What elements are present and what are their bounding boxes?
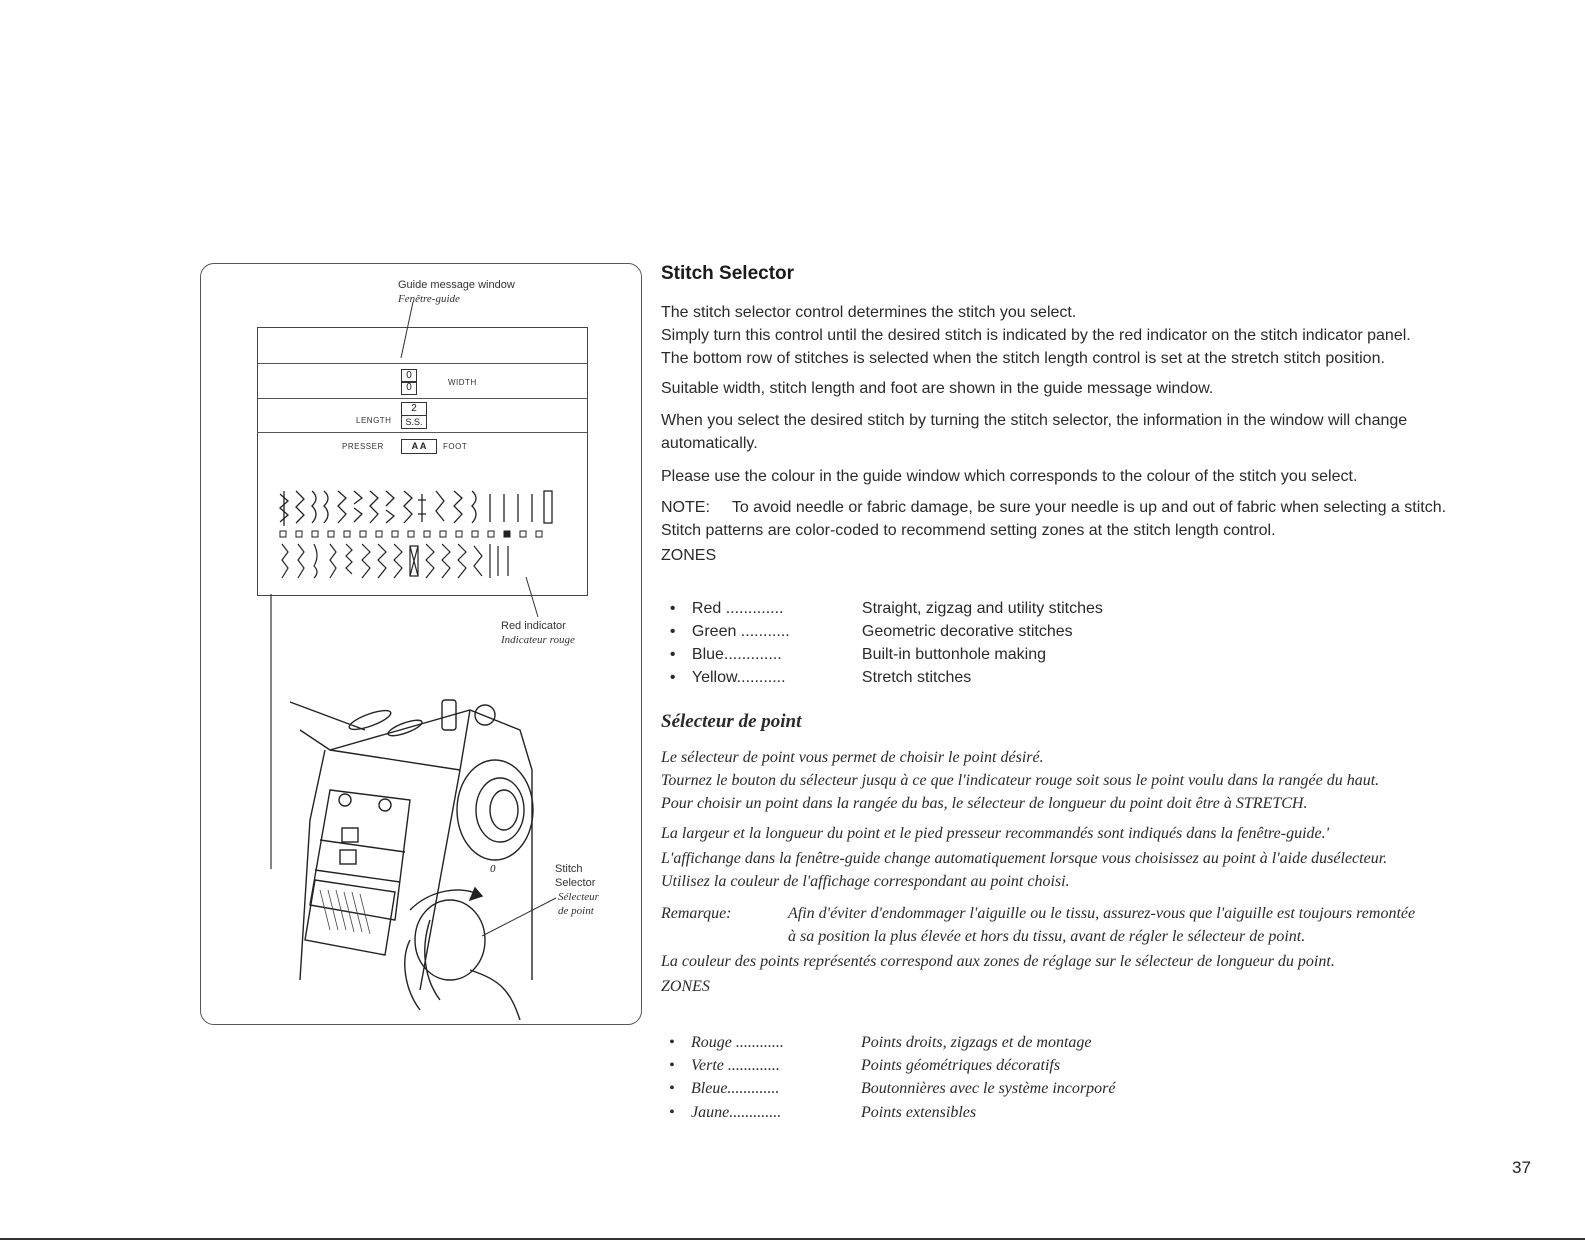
french-p4: La largeur et la longueur du point et le pied presseur recommandés sont indiqués dans la fenêtre-guide.' — [661, 825, 1330, 842]
stitch-selector-label-2: Selector — [555, 877, 596, 889]
stitch-selector-label-1: Stitch — [555, 863, 583, 875]
sewing-machine-illustration — [270, 690, 560, 1020]
guide-window-label-fr: Fenêtre-guide — [398, 293, 460, 305]
width-value-bottom: 0 — [401, 381, 417, 395]
stitch-selector-label-fr-2: de point — [558, 905, 594, 917]
english-p7: Stitch patterns are color-coded to recommend setting zones at the stitch length control. — [661, 522, 1276, 539]
french-zones-heading: ZONES — [661, 978, 710, 995]
width-label: WIDTH — [448, 378, 477, 387]
english-zone-green: • Green ........... Geometric decorative stitches — [669, 623, 1073, 640]
english-note: NOTE: To avoid needle or fabric damage, be sure your needle is up and out of fabric when selecting a stitch. — [661, 499, 1447, 516]
foot-label: FOOT — [443, 442, 468, 451]
english-title: Stitch Selector — [661, 263, 795, 284]
french-zone-verte: • Verte ............. Points géométriques décoratifs — [669, 1057, 1061, 1074]
leader-line-guide — [395, 300, 435, 360]
english-p6: Please use the colour in the guide window which corresponds to the colour of the stitch you select. — [661, 468, 1358, 485]
french-zone-jaune: • Jaune............. Points extensibles — [669, 1104, 977, 1121]
english-p5a: When you select the desired stitch by turning the stitch selector, the information in the window will change — [661, 412, 1408, 429]
width-value-top: 0 — [401, 369, 417, 383]
french-p6: Utilisez la couleur de l'affichage correspondant au point choisi. — [661, 873, 1070, 890]
english-p1: The stitch selector control determines the stitch you select. — [661, 304, 1077, 321]
french-remark-a: Afin d'éviter d'endommager l'aiguille ou le tissu, assurez-vous que l'aiguille est toujours remontée — [788, 905, 1416, 922]
red-indicator-label-fr: Indicateur rouge — [501, 634, 575, 646]
english-zone-yellow: • Yellow........... Stretch stitches — [669, 669, 972, 686]
english-p5b: automatically. — [661, 435, 758, 452]
english-zones-heading: ZONES — [661, 547, 717, 564]
dial-mark: 0 — [490, 863, 496, 875]
french-p1: Le sélecteur de point vous permet de choisir le point désiré. — [661, 749, 1044, 766]
english-p2: Simply turn this control until the desired stitch is indicated by the red indicator on the stitch indicator panel. — [661, 327, 1411, 344]
french-p3: Pour choisir un point dans la rangée du bas, le sélecteur de longueur du point doit être à STRETCH. — [661, 795, 1308, 812]
english-zone-red: • Red ............. Straight, zigzag and utility stitches — [669, 600, 1103, 617]
english-zone-blue: • Blue............. Built-in buttonhole making — [669, 646, 1046, 663]
french-p2: Tournez le bouton du sélecteur jusqu à ce que l'indicateur rouge soit sous le point voulu dans la rangée du haut. — [661, 772, 1380, 789]
length-value-bottom: S.S. — [401, 415, 427, 429]
leader-line-red-indicator — [520, 575, 550, 620]
french-remark-label: Remarque: — [661, 905, 732, 922]
guide-window-label: Guide message window — [398, 279, 515, 291]
length-label: LENGTH — [356, 416, 392, 425]
red-indicator-label: Red indicator — [501, 620, 566, 632]
bottom-rule — [0, 1238, 1585, 1240]
french-zone-rouge: • Rouge ............ Points droits, zigzags et de montage — [669, 1034, 1092, 1051]
stitch-pattern-icon — [276, 486, 576, 586]
french-remark-b: à sa position la plus élevée et hors du tissu, avant de régler le sélecteur de point. — [788, 928, 1306, 945]
english-p4: Suitable width, stitch length and foot are shown in the guide message window. — [661, 380, 1214, 397]
stitch-selector-label-fr-1: Sélecteur — [558, 891, 599, 903]
presser-value: A A — [401, 439, 437, 454]
length-value-top: 2 — [401, 402, 427, 416]
french-title: Sélecteur de point — [661, 711, 802, 732]
french-zone-bleue: • Bleue............. Boutonnières avec le système incorporé — [669, 1080, 1116, 1097]
french-p7: La couleur des points représentés correspond aux zones de réglage sur le sélecteur de longueur du point. — [661, 953, 1335, 970]
guide-message-window — [257, 327, 588, 596]
presser-label: PRESSER — [342, 442, 384, 451]
french-p5: L'affichange dans la fenêtre-guide change automatiquement lorsque vous choisissez au point à l'aide dusélecteur. — [661, 850, 1388, 867]
leader-line-stitch-selector — [480, 880, 560, 940]
page-number: 37 — [1512, 1158, 1531, 1177]
english-p3: The bottom row of stitches is selected when the stitch length control is set at the stretch stitch position. — [661, 350, 1385, 367]
